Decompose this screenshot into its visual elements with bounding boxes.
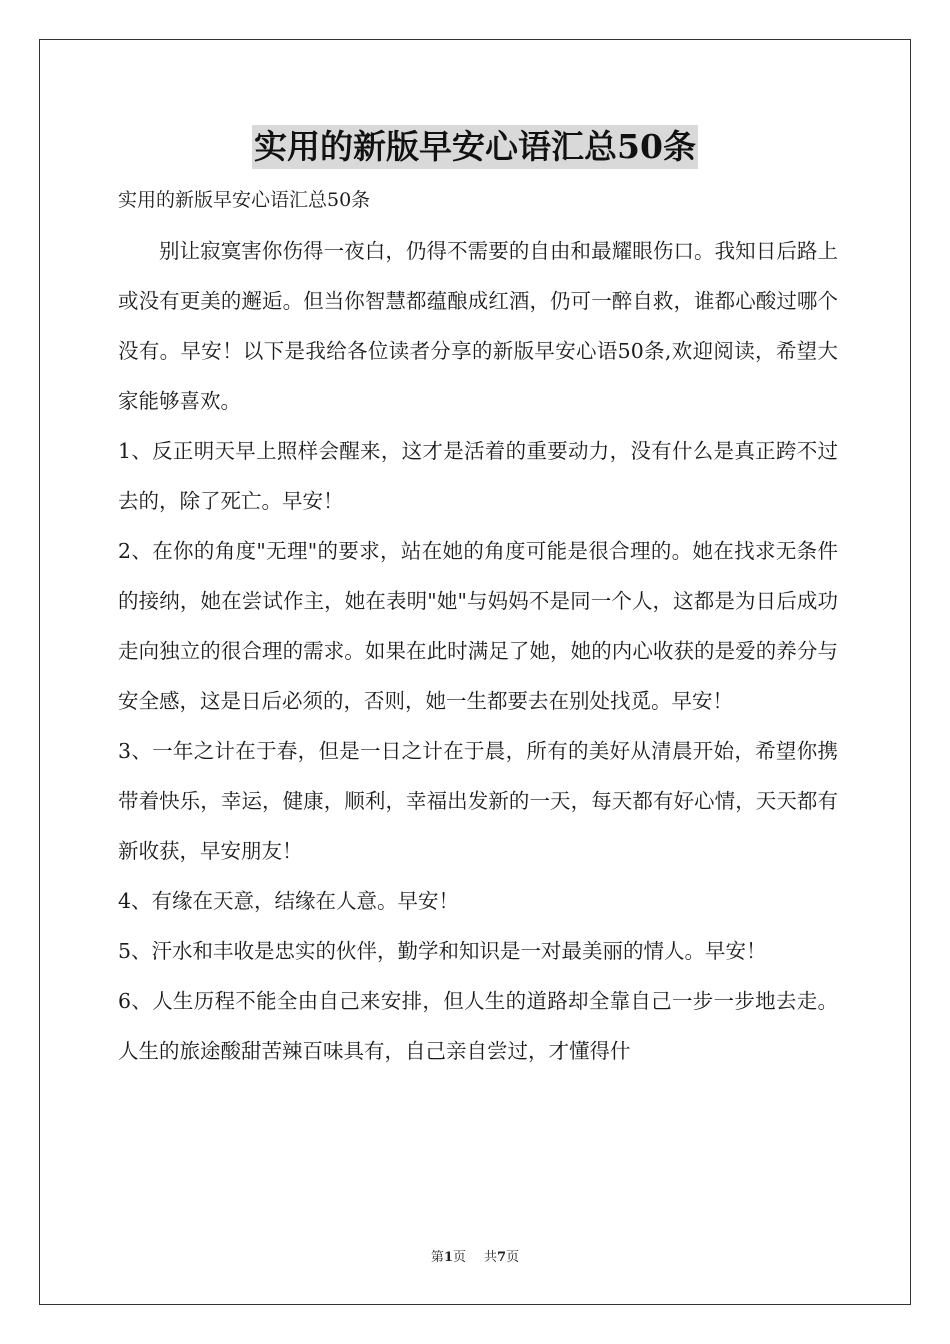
- list-item: 6、人生历程不能全由自己来安排，但人生的道路却全靠自己一步一步地去走。人生的旅途酸甜苦辣百味具有，自己亲自尝过，才懂得什: [118, 989, 838, 1063]
- document-body: [118, 178, 838, 1076]
- title-container: [0, 125, 950, 169]
- list-item: 1、反正明天早上照样会醒来，这才是活着的重要动力，没有什么是真正跨不过去的，除了死亡。早安！: [118, 439, 838, 513]
- intro-paragraph: 别让寂寞害你伤得一夜白，仍得不需要的自由和最耀眼伤口。我知日后路上或没有更美的邂逅。但当你智慧都蕴酿成红酒，仍可一醉自救，谁都心酸过哪个没有。早安！以下是我给各位读者分享的新版早安心语50条,欢迎阅读，希望大家能够喜欢。: [118, 239, 838, 413]
- total-label-suffix: 页: [506, 1250, 520, 1265]
- list-item: 3、一年之计在于春，但是一日之计在于晨，所有的美好从清晨开始，希望你携带着快乐，幸运，健康，顺利，幸福出发新的一天，每天都有好心情，天天都有新收获，早安朋友！: [118, 739, 838, 863]
- list-item: 2、在你的角度"无理"的要求，站在她的角度可能是很合理的。她在找求无条件的接纳，她在尝试作主，她在表明"她"与妈妈不是同一个人，这都是为日后成功走向独立的很合理的需求。如果在此时满足了她，她的内心收获的是爱的养分与安全感，这是日后必须的，否则，她一生都要去在别处找觅。早安！: [118, 539, 838, 713]
- page-label-prefix: 第: [430, 1250, 444, 1265]
- document-title: 实用的新版早安心语汇总50条: [252, 125, 698, 169]
- document-subtitle: 实用的新版早安心语汇总50条: [118, 189, 371, 211]
- total-label-prefix: 共: [484, 1250, 498, 1265]
- page-footer: [0, 1246, 950, 1265]
- page-number: 1: [443, 1250, 453, 1265]
- list-item: 5、汗水和丰收是忠实的伙伴，勤学和知识是一对最美丽的情人。早安！: [118, 939, 767, 963]
- list-item: 4、有缘在天意，结缘在人意。早安！: [118, 889, 460, 913]
- page-label-suffix: 页: [452, 1250, 466, 1265]
- page-total: 7: [497, 1250, 507, 1265]
